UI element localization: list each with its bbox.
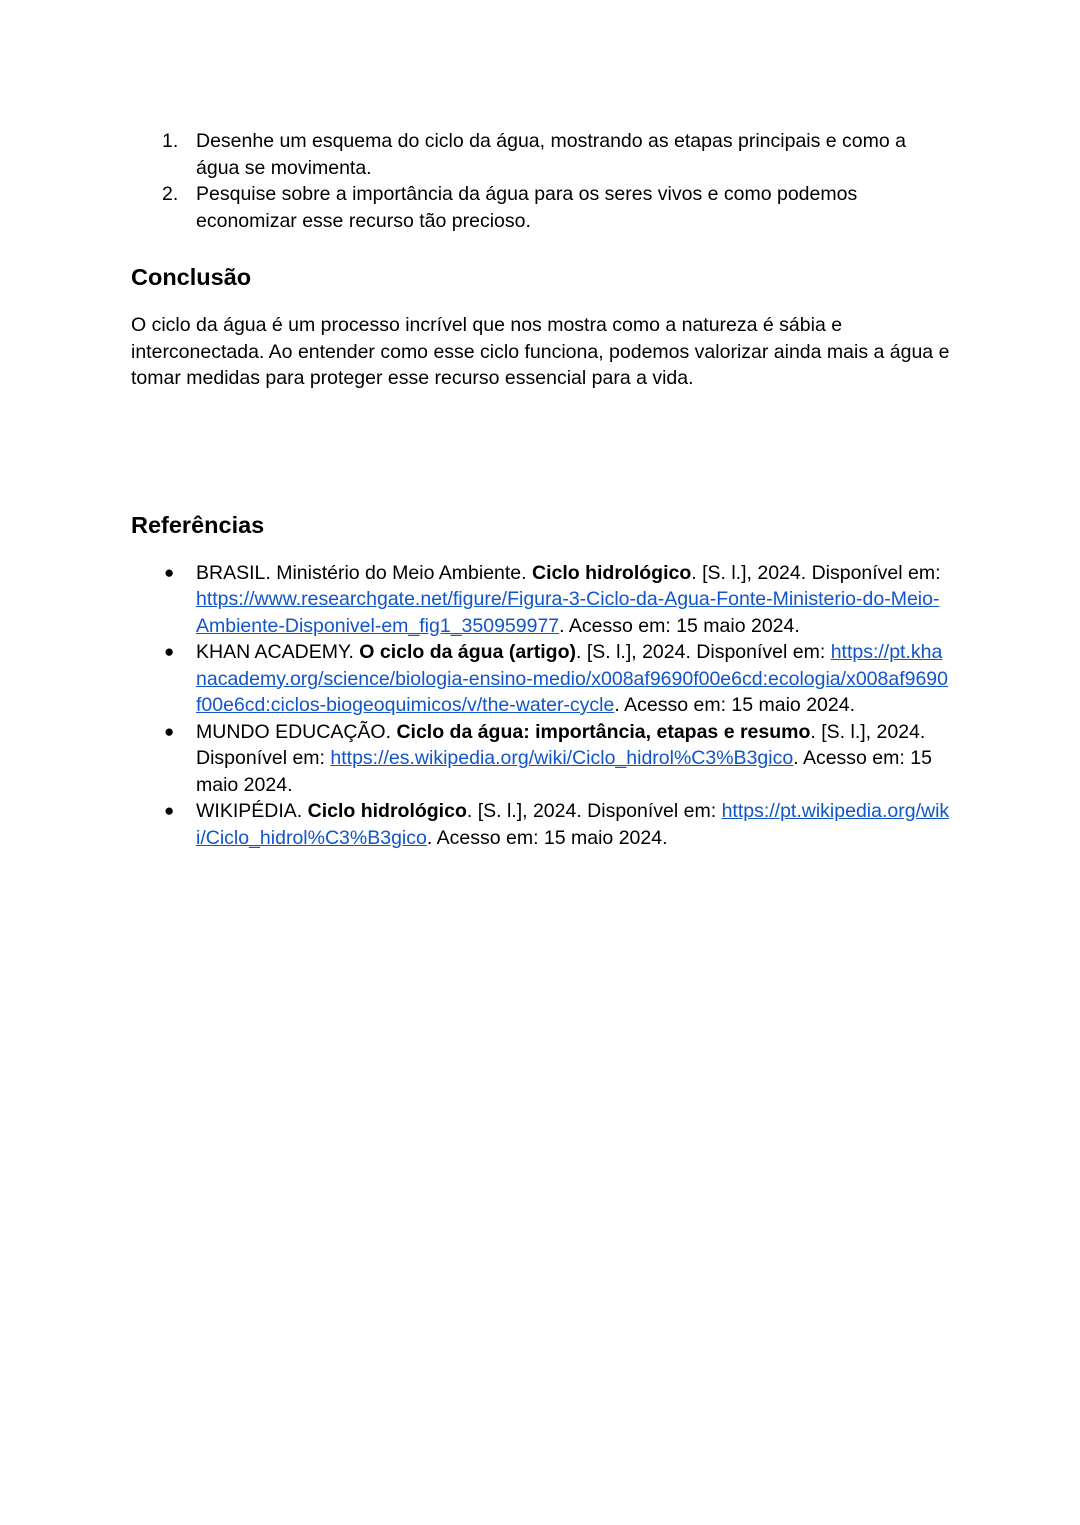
reference-author: KHAN ACADEMY. (196, 641, 360, 663)
document-page (131, 128, 951, 851)
reference-access: . Acesso em: 15 maio 2024. (426, 826, 668, 849)
reference-item (131, 560, 951, 640)
reference-item (131, 719, 951, 799)
references-list (131, 560, 951, 852)
reference-title: Ciclo hidrológico (532, 561, 692, 584)
reference-title: Ciclo hidrológico (307, 800, 467, 822)
reference-access: . Acesso em: 15 maio 2024. (559, 614, 800, 637)
bullet-icon: ● (164, 562, 175, 582)
reference-title: Ciclo da água: importância, etapas e resumo (396, 720, 811, 743)
reference-link[interactable]: https://www.researchgate.net/figure/Figura-3-Ciclo-da-Agua-Fonte-Ministerio-do-Meio-Ambiente-Disponivel-em_fig1_350959977 (196, 588, 940, 637)
reference-link[interactable]: https://pt.khanacademy.org/science/biologia-ensino-medio/x008af9690f00e6cd:ecologia/x008af9690f00e6cd:ciclos-biogeoquimicos/v/the-water-cycle (196, 641, 948, 716)
reference-link[interactable]: https://es.wikipedia.org/wiki/Ciclo_hidrol%C3%B3gico (330, 747, 794, 769)
list-number: 1. (162, 130, 179, 152)
reference-access: . Acesso em: 15 maio 2024. (614, 694, 855, 716)
reference-info: . [S. l.], 2024. Disponível em: (691, 561, 941, 584)
references-heading: Referências (131, 511, 265, 538)
activities-list (131, 128, 951, 234)
conclusion-heading: Conclusão (131, 264, 252, 290)
reference-item (131, 798, 951, 851)
list-item (131, 128, 951, 181)
bullet-icon: ● (164, 801, 175, 820)
reference-access: . Acesso em: 15 maio 2024. (196, 747, 932, 796)
reference-author: WIKIPÉDIA. (196, 800, 308, 822)
reference-info: . [S. l.], 2024. Disponível em: (575, 641, 831, 663)
reference-info: . [S. l.], 2024. Disponível em: (466, 800, 722, 822)
bullet-icon: ● (164, 642, 175, 661)
reference-info: . [S. l.], 2024. Disponível em: (196, 720, 926, 769)
reference-item (131, 639, 951, 719)
reference-author: BRASIL. Ministério do Meio Ambiente. (196, 561, 532, 584)
conclusion-paragraph: O ciclo da água é um processo incrível que nos mostra como a natureza é sábia e interconectada. Ao entender como esse ciclo funciona, podemos valorizar ainda mais a água e tomar medidas para proteger esse recurso essencial para a vida. (131, 314, 950, 389)
bullet-icon: ● (164, 721, 175, 741)
list-number: 2. (162, 183, 179, 205)
list-item (131, 181, 951, 234)
list-item-text: Pesquise sobre a importância da água para os seres vivos e como podemos economizar esse recurso tão precioso. (196, 183, 858, 232)
list-item-text: Desenhe um esquema do ciclo da água, mostrando as etapas principais e como a água se movimenta. (196, 130, 906, 179)
reference-author: MUNDO EDUCAÇÃO. (196, 720, 397, 743)
reference-link[interactable]: https://pt.wikipedia.org/wiki/Ciclo_hidrol%C3%B3gico (196, 800, 950, 849)
reference-title: O ciclo da água (artigo) (359, 641, 576, 663)
